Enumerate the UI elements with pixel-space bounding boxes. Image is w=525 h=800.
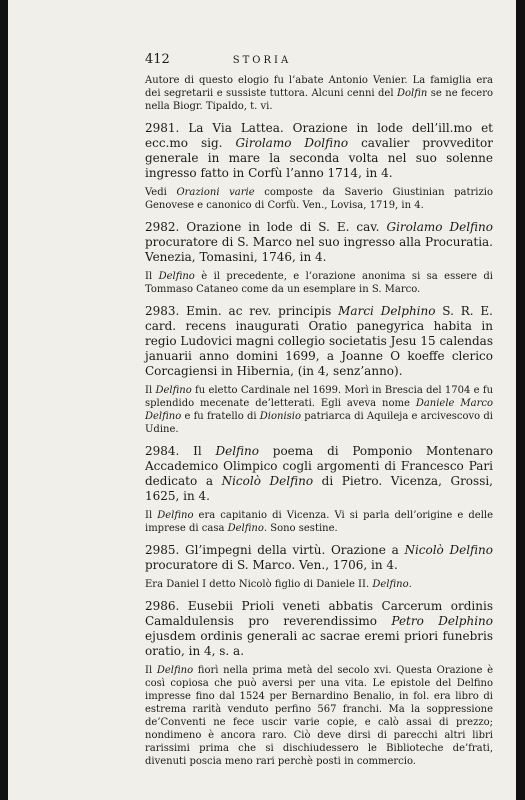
text-segment: composte da Saverio Giustinian patrizio Genovese e canonico di Corfù. Ven., Lovisa, 1719, in 4. <box>145 187 493 211</box>
text-segment: 2983. Emin. ac rev. principis <box>145 304 339 318</box>
bibliography-entry <box>145 444 493 504</box>
text-segment: S. R. E. card. recens inaugurati Oratio panegyrica habita in regio Ludovici magni collegio societatis Jesu 15 calendas januarii anno domini 1699, a Joanne O koeffe clerico Corcagiensi in Hibernia, (in 4, senz’anno). <box>145 304 493 378</box>
text-segment: poema di Pomponio Montenaro Accademico Olimpico cogli argomenti di Francesco Pari dedicato a <box>145 444 494 488</box>
text-segment: 2981. La Via Lattea. Orazione in lode dell’ill.mo et ecc.mo sig. <box>145 121 493 150</box>
italic-text: Girolamo Dolfino <box>235 136 349 150</box>
italic-text: Delfino <box>158 271 195 282</box>
footnote <box>145 74 493 113</box>
page-content <box>145 74 493 776</box>
running-head: STORIA <box>232 55 292 66</box>
text-segment: e fu fratello di <box>181 411 260 422</box>
text-segment: 2986. Eusebii Prioli veneti abbatis Carcerum ordinis Camaldulensis pro reverendissimo <box>145 599 493 628</box>
text-segment: 2985. Gl’impegni della virtù. Orazione a <box>145 543 405 557</box>
footnote <box>145 664 493 768</box>
text-segment: Autore di questo elogio fu l’abate Antonio Venier. La famiglia era dei segretarii e sussiste tuttora. Alcuni cenni del <box>145 75 493 99</box>
text-segment: se ne fecero nella Biogr. Tipaldo, t. vi. <box>145 88 493 112</box>
book-page <box>8 0 516 800</box>
text-segment: Il <box>145 271 159 282</box>
page-number: 412 <box>145 52 170 67</box>
footnote <box>145 384 493 436</box>
text-segment: fiorì nella prima metà del secolo xvi. Questa Orazione è così copiosa che può aversi per una vita. Le epistole del Delfino impresse fino dal 1524 per Bernardino Benalio, in fol. era libro di estrema rarità venduto perfino 567 franchi. Ma la soppressione de’Conventi ne fece uscir varie copie, e calò assai di prezzo; nondimeno è ancora raro. Ciò deve dirsi di parecchi altri libri rarissimi prima che si dischiudessero le Biblioteche de’frati, divenuti poscia meno rari perchè posti in commercio. <box>145 665 494 767</box>
text-segment: Vedi <box>145 187 177 198</box>
text-segment: 2984. Il <box>145 444 216 458</box>
italic-text: Orazioni varie <box>176 187 255 198</box>
text-segment: di Pietro. Vicenza, Grossi, 1625, in 4. <box>145 474 493 503</box>
italic-text: Delfino <box>215 444 259 458</box>
footnote <box>145 270 493 296</box>
italic-text: Delfino <box>155 385 192 396</box>
text-segment: procuratore di S. Marco nel suo ingresso alla Procuratia. Venezia, Tomasini, 1746, in 4. <box>145 235 493 264</box>
bibliography-entry <box>145 543 493 573</box>
text-segment: è il precedente, e l’orazione anonima si sa essere di Tommaso Cataneo come da un esemplare in S. Marco. <box>145 271 493 295</box>
italic-text: Daniele Marco Delfino <box>145 398 494 422</box>
text-segment: 2982. Orazione in lode di S. E. cav. <box>145 220 387 234</box>
bibliography-entry <box>145 220 493 265</box>
text-segment: fu eletto Cardinale nel 1699. Morì in Brescia del 1704 e fu splendido mecenate de’letterati. Egli aveva nome <box>145 385 494 409</box>
italic-text: Dionisio <box>259 411 301 422</box>
italic-text: Nicolò Delfino <box>221 474 314 488</box>
text-segment: ejusdem ordinis generali ac sacrae eremi priori funebris oratio, in 4, s. a. <box>145 629 493 658</box>
text-segment: Era Daniel I detto Nicolò figlio di Daniele II. <box>145 579 373 590</box>
bibliography-entry <box>145 121 493 181</box>
italic-text: Delfino <box>156 665 194 676</box>
bibliography-entry <box>145 599 493 659</box>
footnote <box>145 509 493 535</box>
text-segment: cavalier provveditor generale in mare la seconda volta nel suo solenne ingresso fatto in Corfù l’anno 1714, in 4. <box>145 136 493 180</box>
italic-text: Petro Delphino <box>391 614 494 628</box>
italic-text: Delfino <box>227 523 264 534</box>
text-segment: patriarca di Aquileja e arcivescovo di Udine. <box>145 411 493 435</box>
text-segment: Il <box>145 665 157 676</box>
italic-text: Dolfin <box>396 88 428 99</box>
text-segment: Il <box>145 510 158 521</box>
italic-text: Girolamo Delfino <box>386 220 494 234</box>
text-segment: era capitanio di Vicenza. Vi si parla dell’origine e delle imprese di casa <box>145 510 494 534</box>
italic-text: Marci Delphino <box>338 304 436 318</box>
italic-text: Delfino <box>372 579 409 590</box>
text-segment: procuratore di S. Marco. Ven., 1706, in 4. <box>145 558 398 572</box>
footnote <box>145 578 493 591</box>
text-segment: . Sono sestine. <box>263 523 338 534</box>
text-segment: Il <box>145 385 156 396</box>
bibliography-entry <box>145 304 493 379</box>
footnote <box>145 186 493 212</box>
text-segment: . <box>408 579 412 590</box>
italic-text: Nicolò Delfino <box>404 543 493 557</box>
italic-text: Delfino <box>157 510 194 521</box>
